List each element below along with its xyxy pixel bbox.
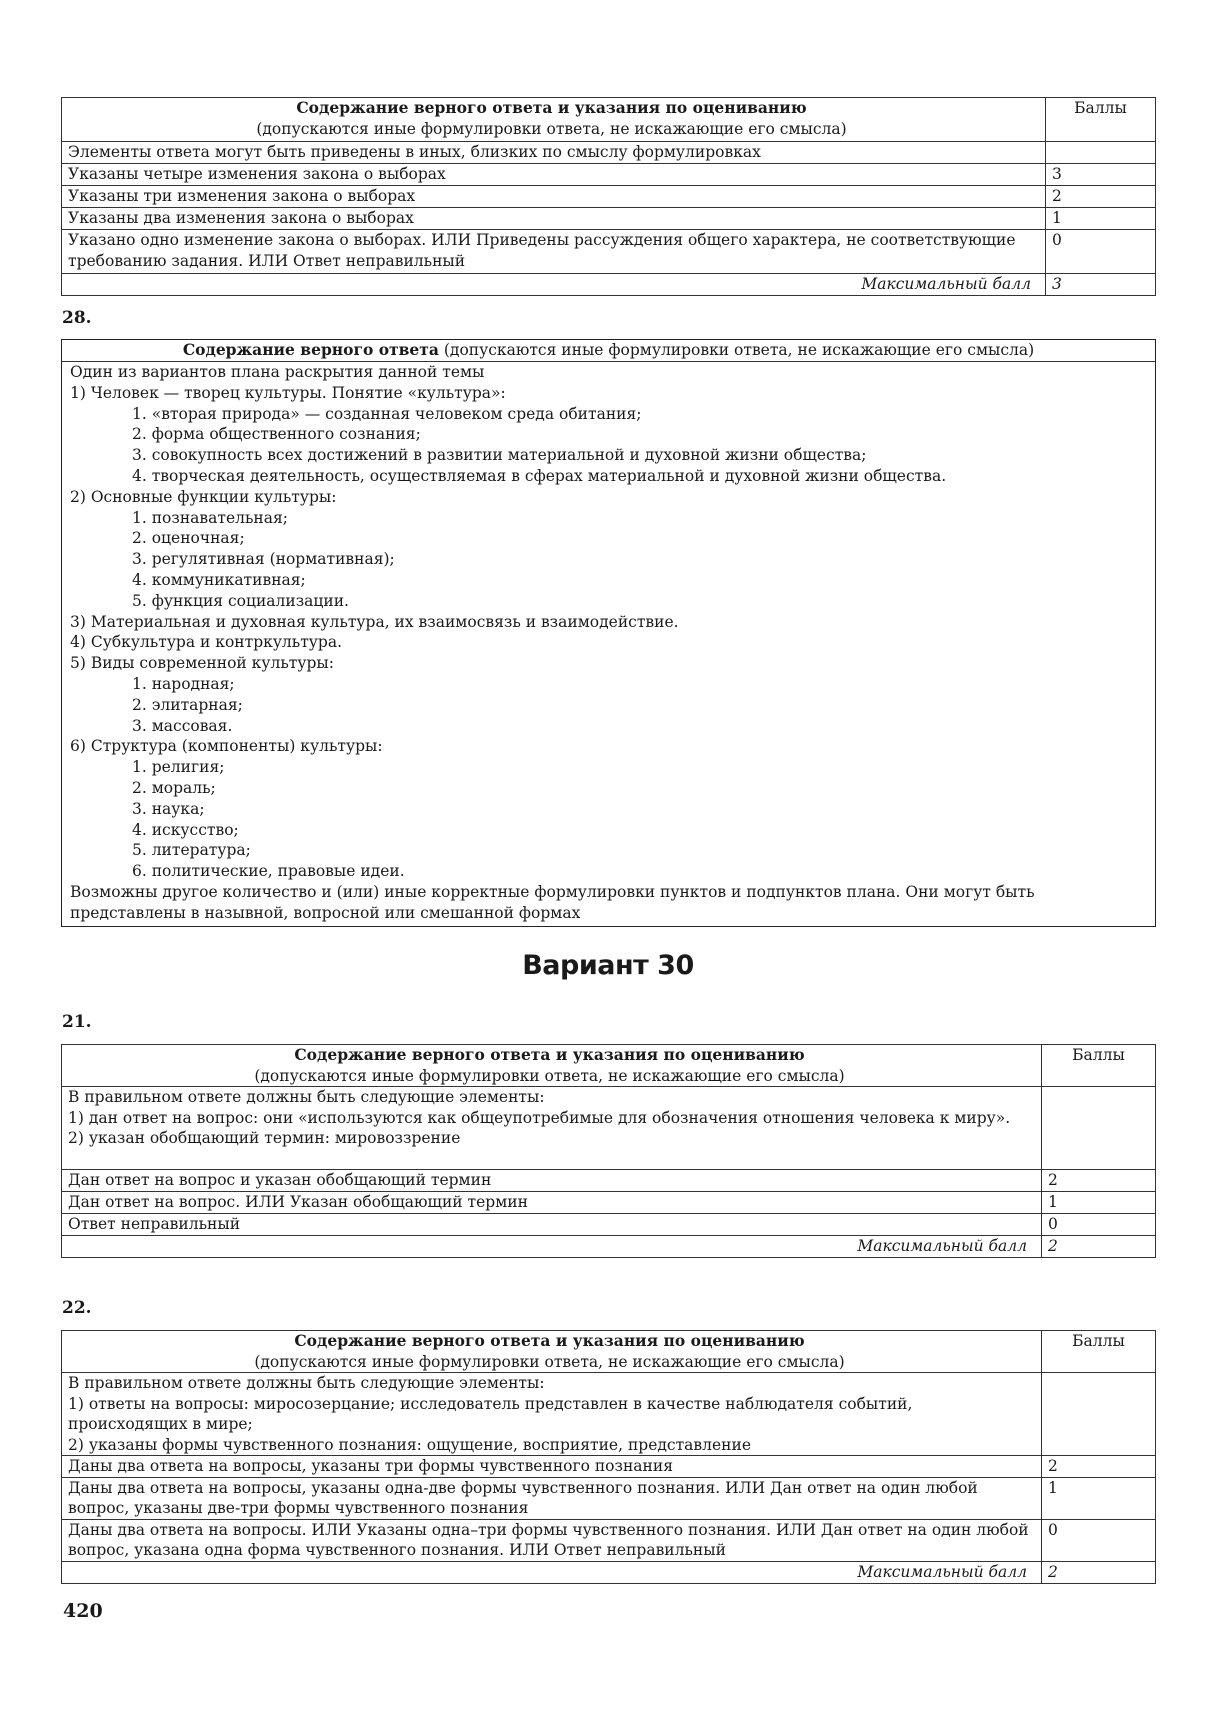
plan-section: 1) Человек — творец культуры. Понятие «культура»: (70, 383, 506, 402)
plan-item: 1. познавательная; (132, 508, 288, 527)
scoring-table-22 (61, 1330, 1156, 1584)
plan-item: 1. народная; (132, 674, 235, 693)
scoring-table-21 (61, 1044, 1156, 1258)
task28-header: Содержание верного ответа (допускаются иные формулировки ответа, не искажающие его смысла) (62, 340, 1155, 362)
plan-item: 2. мораль; (132, 778, 216, 797)
table-row-criteria: В правильном ответе должны быть следующие элементы: 1) ответы на вопросы: миросозерцание; исследователь представлен в качестве наблюдателя событий, происходящих в мире; 2) указаны формы чувственного познания: ощущение, восприятие, представление (62, 1373, 1156, 1456)
max-score-row: Максимальный балл 2 (62, 1561, 1156, 1583)
table-row: Даны два ответа на вопросы. ИЛИ Указаны одна–три формы чувственного познания. ИЛИ Дан ответ на один любой вопрос, указана одна форма чувственного познания. ИЛИ Ответ неправильный 0 (62, 1519, 1156, 1561)
table-row-criteria: В правильном ответе должны быть следующие элементы: 1) дан ответ на вопрос: они «используются как общеупотребимые для обозначения отношения человека к миру». 2) указан обобщающий термин: мировоззрение (62, 1087, 1156, 1170)
scoring-table-previous (61, 97, 1156, 296)
task-number-21: 21. (62, 1012, 92, 1032)
max-score-row: Максимальный балл 3 (62, 274, 1156, 296)
plan-section: 4) Субкультура и контркультура. (70, 633, 343, 652)
plan-section: 5) Виды современной культуры: (70, 654, 334, 673)
plan-item: 2. форма общественного сознания; (132, 425, 421, 444)
max-score-row: Максимальный балл 2 (62, 1235, 1156, 1257)
plan-item: 3. массовая. (132, 716, 233, 735)
table-row: Даны два ответа на вопросы, указаны три формы чувственного познания 2 (62, 1456, 1156, 1478)
table-row: Элементы ответа могут быть приведены в иных, близких по смыслу формулировках (62, 142, 1156, 164)
table-header-score: Баллы (1046, 98, 1156, 142)
table-header-content: Содержание верного ответа и указания по оцениванию (допускаются иные формулировки ответа, не искажающие его смысла) (62, 98, 1046, 142)
plan-item: 1. «вторая природа» — созданная человеком среда обитания; (132, 404, 642, 423)
plan-item: 5. функция социализации. (132, 591, 349, 610)
task28-plan: Один из вариантов плана раскрытия данной темы 1) Человек — творец культуры. Понятие «культура»: 1. «вторая природа» — созданная человеком среда обитания; 2. форма общественного сознания; 3. совокупность всех достижений в развитии материальной и духовной жизни общества; 4. творческая деятельность, осуществляемая в сферах материальной и духовной жизни общества. 2) Основные функции культуры: 1. познавательная; 2. оценочная; 3. регулятивная (нормативная); 4. коммуникативная; 5. функция социализации. 3) Материальная и духовная культура, их взаимосвязь и взаимодействие. 4) Субкультура и контркультура. 5) Виды современной культуры: 1. народная; 2. элитарная; 3. массовая. 6) Структура (компоненты) культуры: 1. религия; 2. мораль; 3. наука; 4. искусство; 5. литература; 6. политические, правовые идеи. Возможны другое количество и (или) иные корректные формулировки пунктов и подпунктов плана. Они могут быть представлены в назывной, вопросной или смешанной формах (62, 362, 1155, 926)
plan-item: 6. политические, правовые идеи. (132, 862, 405, 881)
plan-item: 4. творческая деятельность, осуществляемая в сферах материальной и духовной жизни общества. (132, 466, 947, 485)
plan-item: 3. регулятивная (нормативная); (132, 550, 395, 569)
plan-section: 2) Основные функции культуры: (70, 487, 337, 506)
table-header-score: Баллы (1042, 1331, 1156, 1373)
variant-heading: Вариант 30 (522, 950, 694, 981)
table-row: Ответ неправильный 0 (62, 1213, 1156, 1235)
table-row: Указаны четыре изменения закона о выборах 3 (62, 164, 1156, 186)
table-row: Указано одно изменение закона о выборах. ИЛИ Приведены рассуждения общего характера, не соответствующие требованию задания. ИЛИ Ответ неправильный 0 (62, 230, 1156, 274)
task-number-28: 28. (62, 308, 92, 328)
table-header-content: Содержание верного ответа и указания по оцениванию (допускаются иные формулировки ответа, не искажающие его смысла) (62, 1045, 1042, 1087)
plan-item: 5. литература; (132, 841, 251, 860)
plan-item: 2. оценочная; (132, 529, 245, 548)
table-row: Указаны три изменения закона о выборах 2 (62, 186, 1156, 208)
table-row: Даны два ответа на вопросы, указаны одна-две формы чувственного познания. ИЛИ Дан ответ на один любой вопрос, указаны две-три формы чувственного познания 1 (62, 1477, 1156, 1519)
plan-item: 3. наука; (132, 799, 205, 818)
plan-item: 4. коммуникативная; (132, 570, 306, 589)
table-header-content: Содержание верного ответа и указания по оцениванию (допускаются иные формулировки ответа, не искажающие его смысла) (62, 1331, 1042, 1373)
plan-item: 3. совокупность всех достижений в развитии материальной и духовной жизни общества; (132, 446, 867, 465)
plan-section: 6) Структура (компоненты) культуры: (70, 737, 383, 756)
table-row: Дан ответ на вопрос и указан обобщающий термин 2 (62, 1170, 1156, 1192)
table-row: Указаны два изменения закона о выборах 1 (62, 208, 1156, 230)
plan-section: 3) Материальная и духовная культура, их взаимосвязь и взаимодействие. (70, 612, 679, 631)
plan-item: 4. искусство; (132, 820, 239, 839)
table-row: Дан ответ на вопрос. ИЛИ Указан обобщающий термин 1 (62, 1192, 1156, 1214)
table-header-score: Баллы (1042, 1045, 1156, 1087)
task28-answer-box (61, 339, 1156, 927)
task-number-22: 22. (62, 1298, 92, 1318)
page-number: 420 (63, 1600, 103, 1622)
plan-item: 2. элитарная; (132, 695, 243, 714)
plan-footer-note: Возможны другое количество и (или) иные корректные формулировки пунктов и подпунктов плана. Они могут быть представлены в назывной, вопросной или смешанной формах (70, 882, 1035, 922)
plan-item: 1. религия; (132, 758, 225, 777)
